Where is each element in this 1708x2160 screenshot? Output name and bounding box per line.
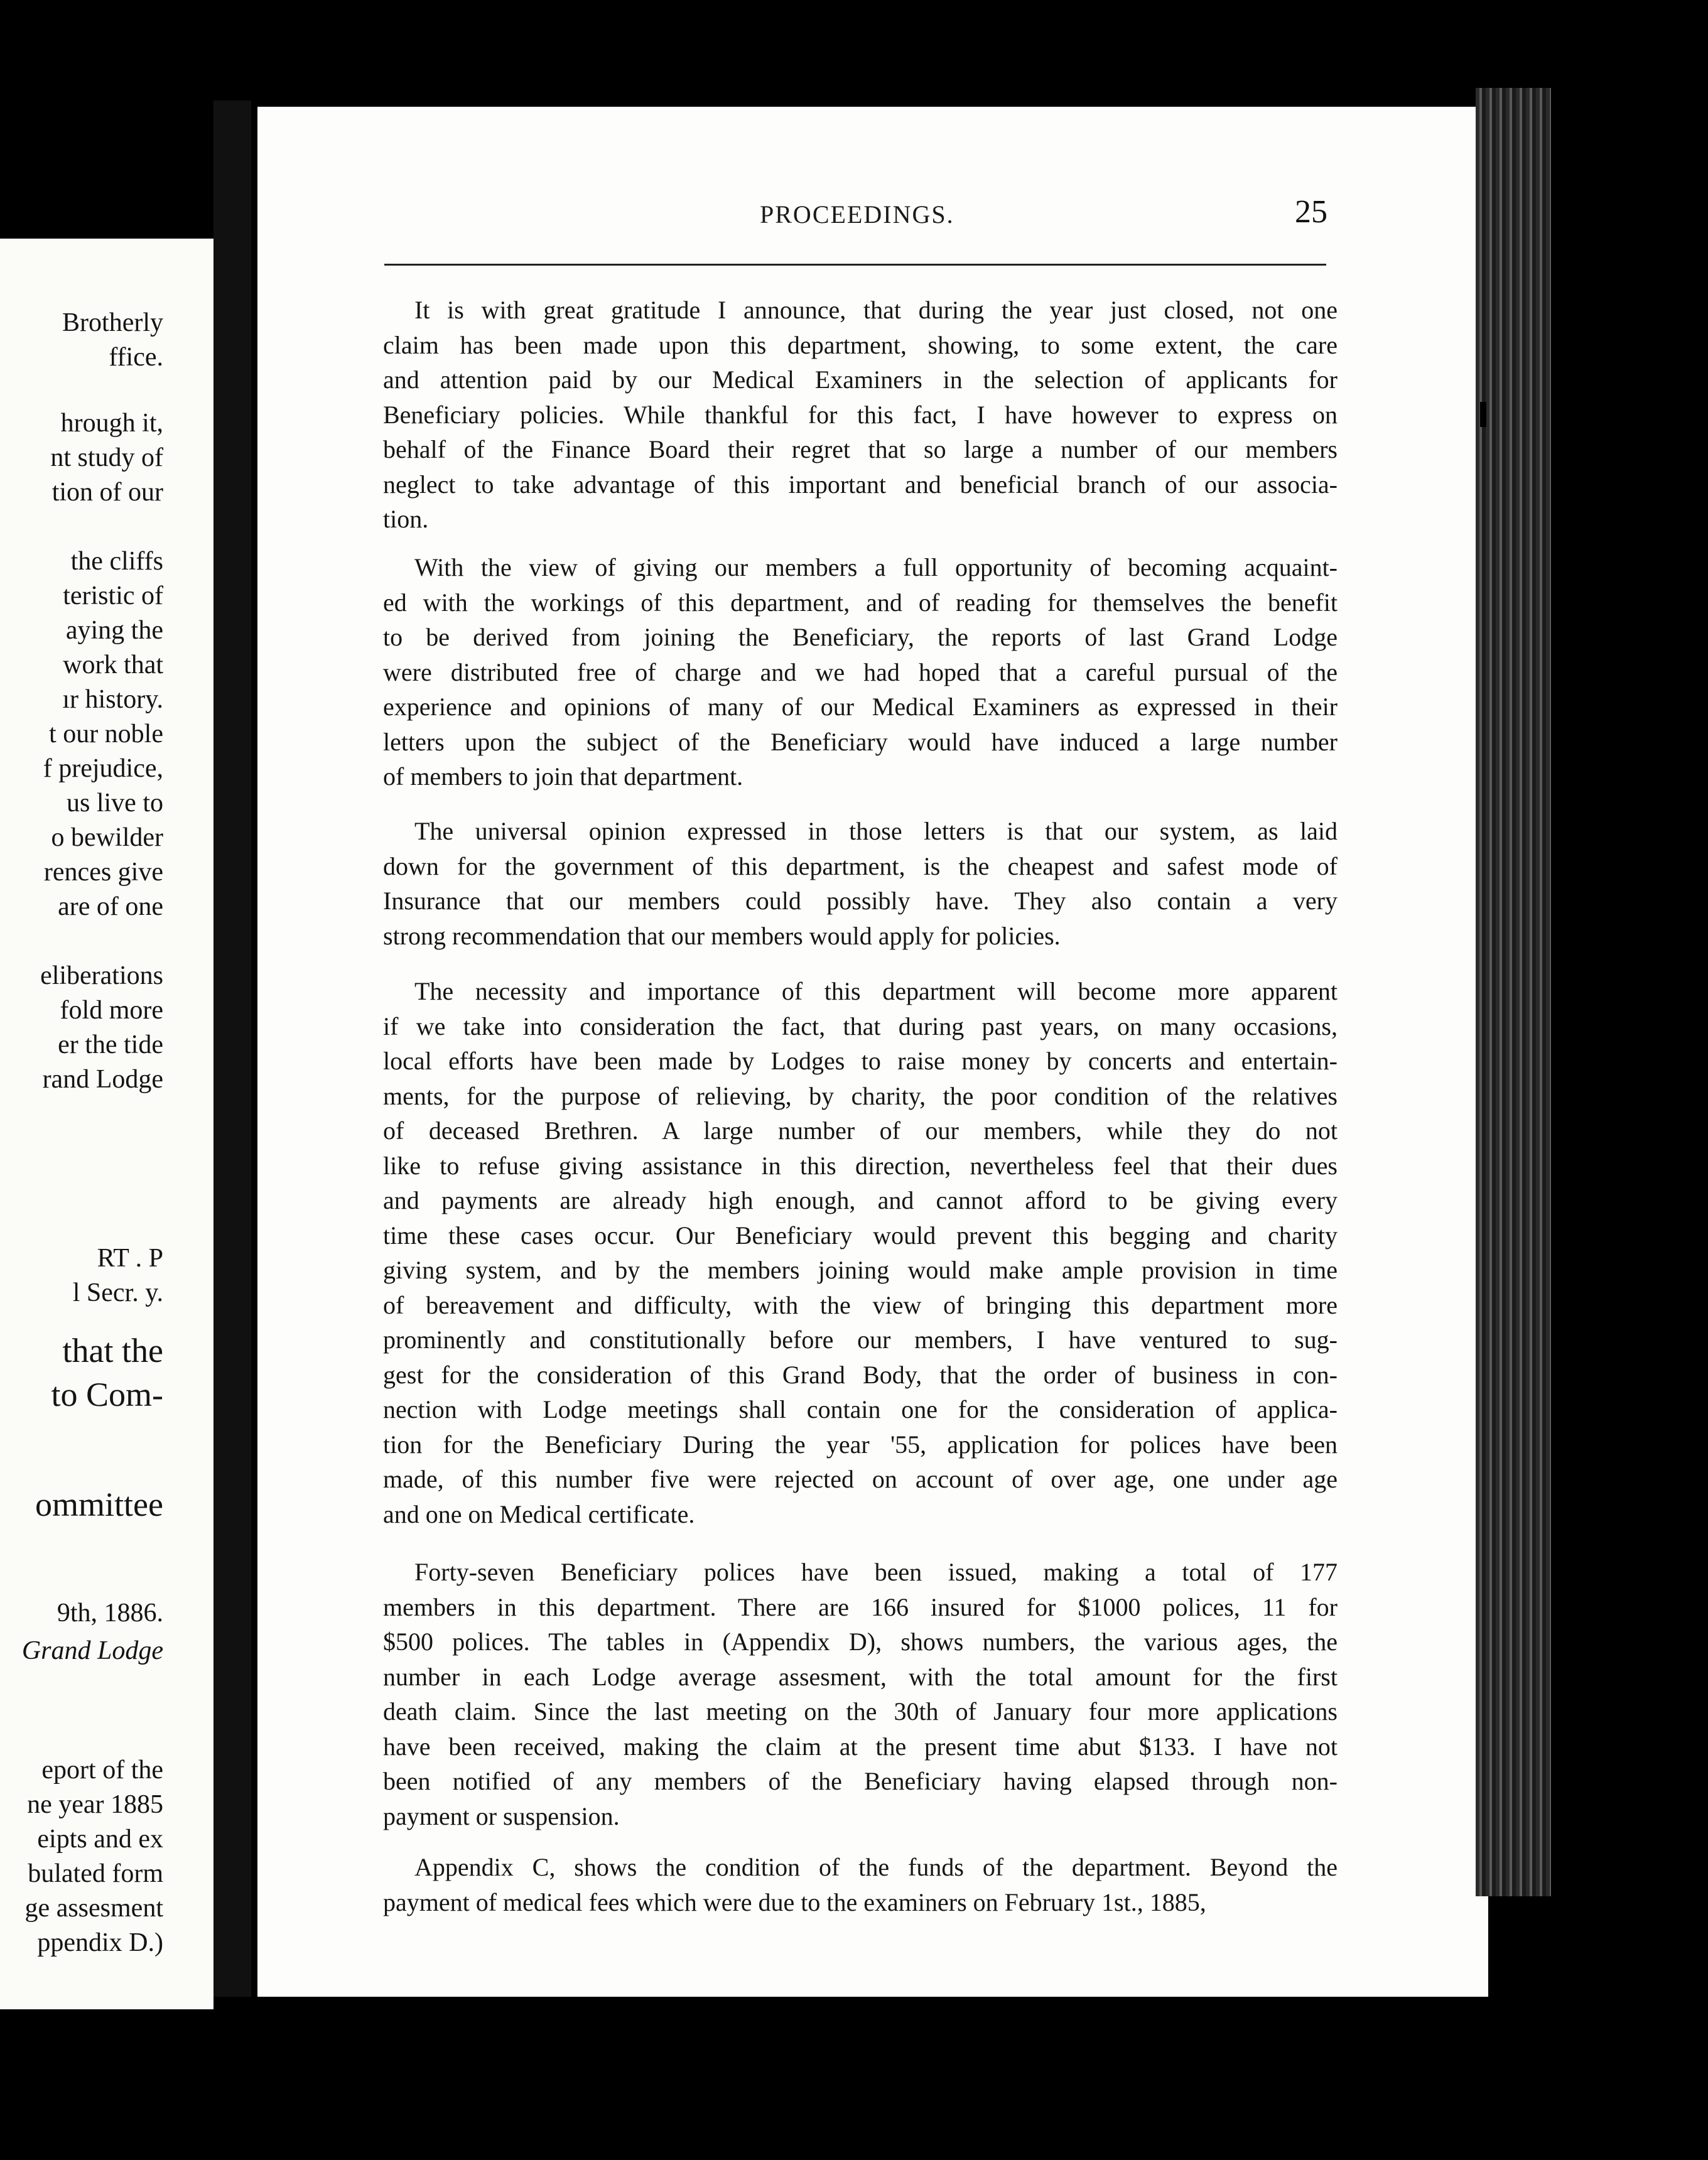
paragraph-line: strong recommendation that our members would apply for policies. (383, 921, 1061, 950)
edge-mark (1480, 402, 1486, 427)
left-page-line: tion of our (51, 478, 163, 507)
left-page-line: to Com- (51, 1376, 163, 1413)
left-page-line: rences give (43, 858, 163, 887)
left-page (0, 239, 214, 2009)
paragraph-line: local efforts have been made by Lodges to raise money by concerts and entertain- (383, 1047, 1338, 1075)
left-page-line: are of one (58, 892, 163, 921)
left-page-line: f prejudice, (43, 754, 163, 783)
paragraph-line: claim has been made upon this department, showing, to some extent, the care (383, 330, 1338, 359)
paragraph-first-line: With the view of giving our members a full opportunity of becoming acquaint- (414, 553, 1338, 581)
paragraph-line: if we take into consideration the fact, that during past years, on many occasions, (383, 1012, 1338, 1040)
paragraph-line: ed with the workings of this department, and of reading for themselves the benefit (383, 588, 1338, 617)
left-page-line: ge assesment (24, 1894, 163, 1923)
left-page-line: bulated form (28, 1859, 163, 1888)
left-page-line: nt study of (50, 443, 163, 472)
paragraph-first-line: The universal opinion expressed in those letters is that our system, as laid (414, 817, 1338, 845)
paragraph-line: behalf of the Finance Board their regret that so large a number of our members (383, 435, 1338, 463)
paragraph-first-line: Forty-seven Beneficiary polices have been issued, making a total of 177 (414, 1558, 1338, 1586)
paragraph-line: tion. (383, 505, 429, 533)
paragraph-line: ments, for the purpose of relieving, by charity, the poor condition of the relatives (383, 1081, 1338, 1110)
left-page-line: hrough it, (60, 409, 163, 438)
paragraph-line: made, of this number five were rejected on account of over age, one under age (383, 1465, 1338, 1493)
left-page-line: eport of the (41, 1756, 163, 1785)
paragraph-line: payment of medical fees which were due to the examiners on February 1st., 1885, (383, 1887, 1206, 1916)
left-page-line: Grand Lodge (21, 1636, 163, 1665)
paragraph-line: death claim. Since the last meeting on the 30th of January four more applications (383, 1697, 1338, 1725)
left-page-line: ppendix D.) (37, 1928, 163, 1957)
left-page-line: RT . P (97, 1244, 163, 1273)
left-page-line: eipts and ex (37, 1825, 163, 1854)
book-gutter (214, 100, 251, 1997)
left-page-line: Brotherly (62, 308, 163, 337)
paragraph-line: time these cases occur. Our Beneficiary would prevent this begging and charity (383, 1221, 1338, 1250)
left-page-line: that the (62, 1332, 163, 1369)
paragraph-line: gest for the consideration of this Grand Body, that the order of business in con- (383, 1360, 1338, 1389)
paragraph-first-line: The necessity and importance of this department will become more apparent (414, 977, 1338, 1005)
paragraph-line: Insurance that our members could possibly have. They also contain a very (383, 887, 1338, 915)
paragraph-line: to be derived from joining the Beneficiary, the reports of last Grand Lodge (383, 623, 1338, 651)
left-page-line: aying the (65, 616, 163, 645)
left-page-line: teristic of (63, 581, 163, 610)
left-page-line: er the tide (58, 1030, 163, 1059)
left-page-line: the cliffs (70, 547, 163, 576)
paragraph-line: been notified of any members of the Beneficiary having elapsed through non- (383, 1767, 1338, 1795)
paragraph-first-line: It is with great gratitude I announce, that during the year just closed, not one (414, 296, 1338, 324)
running-head: PROCEEDINGS. (760, 200, 954, 229)
paragraph-line: were distributed free of charge and we had hoped that a careful pursual of the (383, 657, 1338, 686)
left-page-line: work that (63, 651, 163, 679)
paragraph-line: $500 polices. The tables in (Appendix D), shows numbers, the various ages, the (383, 1628, 1338, 1656)
paragraph-line: of members to join that department. (383, 762, 743, 791)
page-number: 25 (1295, 194, 1327, 230)
paragraph-line: giving system, and by the members joining would make ample provision in time (383, 1256, 1338, 1284)
left-page-line: t our noble (49, 720, 163, 748)
paragraph-line: down for the government of this department, is the cheapest and safest mode of (383, 851, 1338, 880)
left-page-line: rand Lodge (42, 1065, 163, 1094)
left-page-line: ommittee (35, 1486, 163, 1523)
left-page-line: ffice. (109, 343, 163, 372)
paragraph-line: have been received, making the claim at the present time abut $133. I have not (383, 1732, 1338, 1761)
left-page-line: 9th, 1886. (57, 1599, 163, 1628)
paragraph-line: and one on Medical certificate. (383, 1499, 695, 1528)
header-rule (384, 264, 1326, 266)
left-page-line: ır history. (62, 685, 163, 714)
left-page-line: fold more (60, 996, 163, 1025)
paragraph-line: of bereavement and difficulty, with the view of bringing this department more (383, 1290, 1338, 1319)
paragraph-line: payment or suspension. (383, 1801, 620, 1830)
paragraph-line: experience and opinions of many of our Medical Examiners as expressed in their (383, 693, 1338, 721)
paragraph-first-line: Appendix C, shows the condition of the funds of the department. Beyond the (414, 1853, 1338, 1881)
left-page-line: us live to (67, 789, 163, 818)
left-page-line: eliberations (40, 961, 163, 990)
paragraph-line: letters upon the subject of the Beneficiary would have induced a large number (383, 727, 1338, 756)
paragraph-line: Beneficiary policies. While thankful for this fact, I have however to express on (383, 400, 1338, 429)
paragraph-line: like to refuse giving assistance in this direction, nevertheless feel that their dues (383, 1151, 1338, 1180)
left-page-line: ne year 1885 (27, 1790, 163, 1819)
left-page-line: l Secr. y. (72, 1278, 163, 1307)
paragraph-line: and payments are already high enough, and cannot afford to be giving every (383, 1186, 1338, 1214)
paragraph-line: number in each Lodge average assesment, with the total amount for the first (383, 1662, 1338, 1691)
paragraph-line: of deceased Brethren. A large number of our members, while they do not (383, 1116, 1338, 1145)
paragraph-line: neglect to take advantage of this important and beneficial branch of our associa- (383, 470, 1338, 499)
page-edges (1476, 88, 1551, 1896)
paragraph-line: members in this department. There are 166 insured for $1000 polices, 11 for (383, 1592, 1338, 1621)
paragraph-line: nection with Lodge meetings shall contain one for the consideration of applica- (383, 1395, 1338, 1423)
paragraph-line: prominently and constitutionally before our members, I have ventured to sug- (383, 1326, 1338, 1354)
paragraph-line: tion for the Beneficiary During the year '55, application for polices have been (383, 1430, 1338, 1459)
paragraph-line: and attention paid by our Medical Examiners in the selection of applicants for (383, 365, 1338, 394)
left-page-line: o bewilder (51, 823, 163, 852)
